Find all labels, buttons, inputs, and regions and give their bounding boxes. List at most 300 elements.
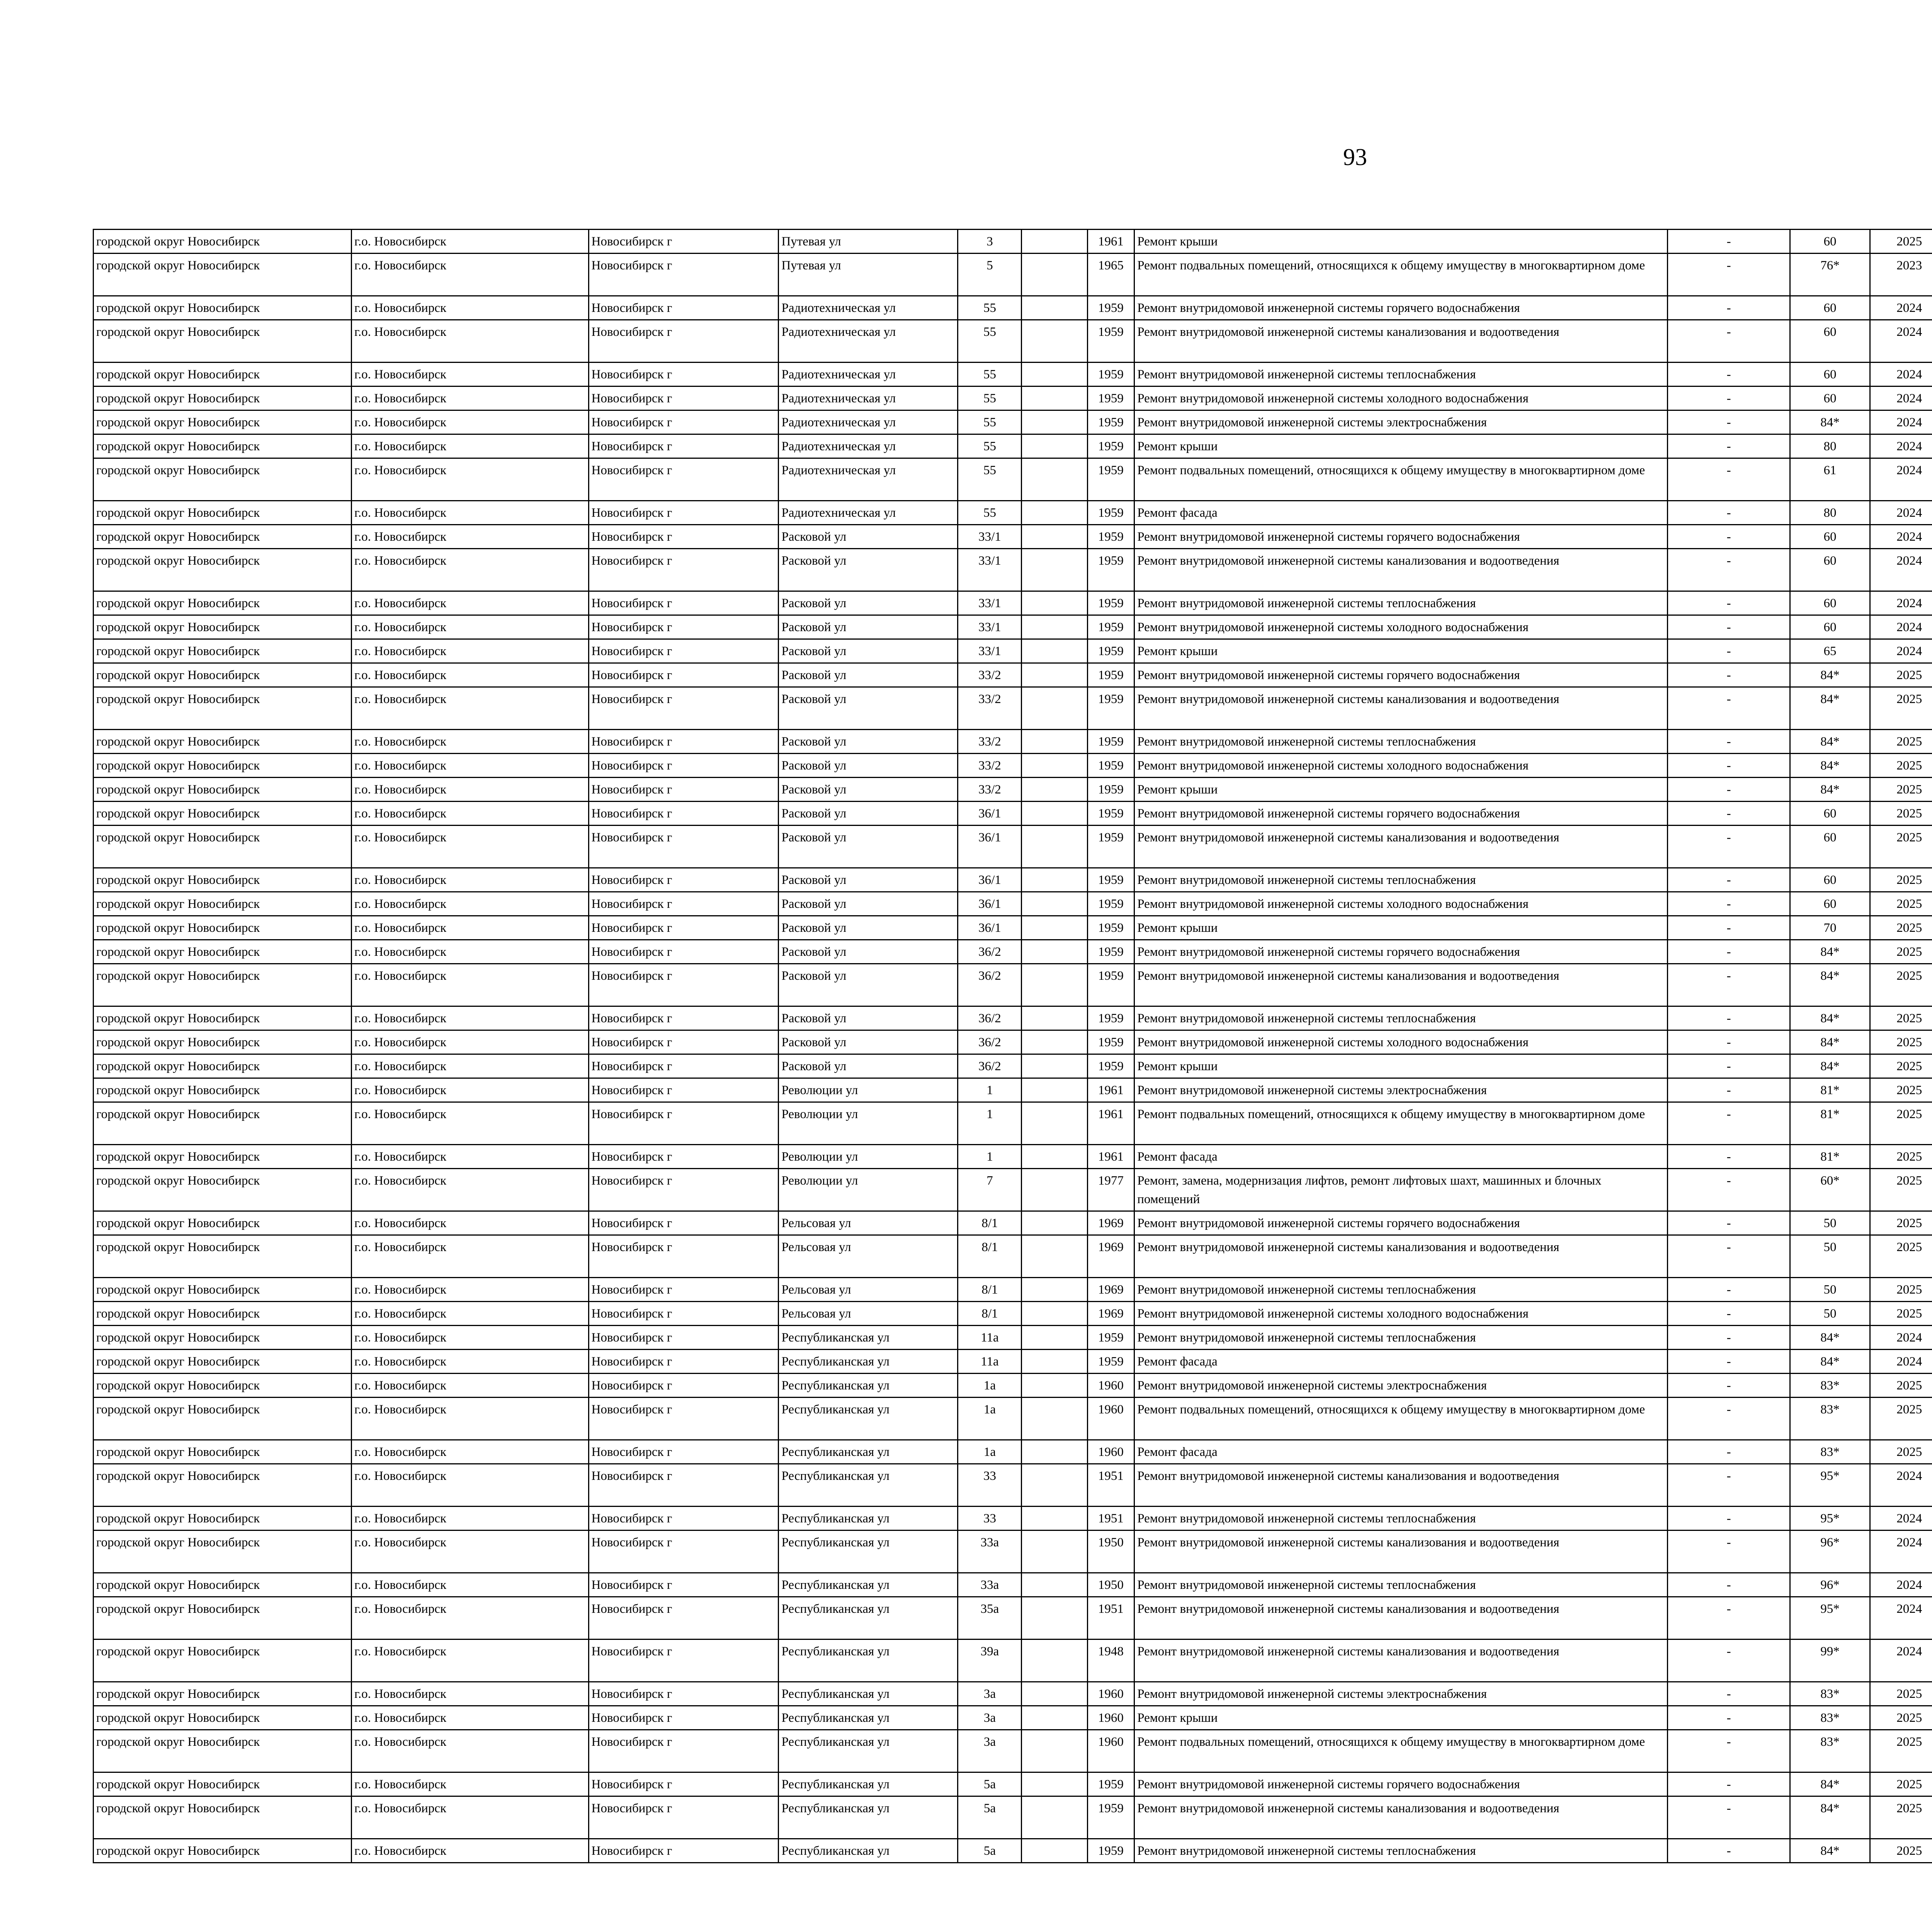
street-cell: Расковой ул (779, 1054, 958, 1078)
house-number-cell: 33/2 (958, 687, 1022, 730)
house-number-cell: 5а (958, 1839, 1022, 1863)
wear-percent-cell: 84* (1790, 964, 1870, 1006)
street-cell: Расковой ул (779, 778, 958, 802)
work-type-cell: Ремонт внутридомовой инженерной системы холодного водоснабжения (1134, 386, 1668, 410)
year-built-cell: 1959 (1087, 940, 1134, 964)
locality-cell: Новосибирск г (588, 1211, 779, 1235)
blank-col-cell: - (1667, 1326, 1790, 1350)
settlement-cell: г.о. Новосибирск (352, 1398, 589, 1440)
blank-col-cell: - (1667, 730, 1790, 754)
year-start-cell: 2024 (1870, 410, 1932, 434)
building-cell (1022, 730, 1087, 754)
table-body (94, 230, 1932, 1863)
wear-percent-cell: 83* (1790, 1440, 1870, 1464)
year-built-cell: 1960 (1087, 1374, 1134, 1398)
building-cell (1022, 964, 1087, 1006)
settlement-cell: г.о. Новосибирск (352, 754, 589, 778)
work-type-cell: Ремонт внутридомовой инженерной системы теплоснабжения (1134, 1507, 1668, 1531)
wear-percent-cell: 60 (1790, 320, 1870, 363)
blank-col-cell: - (1667, 1350, 1790, 1374)
blank-col-cell: - (1667, 254, 1790, 296)
building-cell (1022, 458, 1087, 501)
locality-cell: Новосибирск г (588, 1796, 779, 1839)
work-type-cell: Ремонт внутридомовой инженерной системы канализования и водоотведения (1134, 320, 1668, 363)
blank-col-cell: - (1667, 1374, 1790, 1398)
blank-col-cell: - (1667, 1682, 1790, 1706)
house-number-cell: 36/2 (958, 964, 1022, 1006)
table-row (94, 549, 1932, 591)
settlement-cell: г.о. Новосибирск (352, 1078, 589, 1102)
year-built-cell: 1961 (1087, 1145, 1134, 1169)
work-type-cell: Ремонт внутридомовой инженерной системы теплоснабжения (1134, 363, 1668, 386)
work-type-cell: Ремонт внутридомовой инженерной системы теплоснабжения (1134, 1326, 1668, 1350)
table-row (94, 1706, 1932, 1730)
year-start-cell: 2024 (1870, 525, 1932, 549)
wear-percent-cell: 83* (1790, 1398, 1870, 1440)
wear-percent-cell: 84* (1790, 730, 1870, 754)
house-number-cell: 33/2 (958, 778, 1022, 802)
locality-cell: Новосибирск г (588, 1030, 779, 1054)
house-number-cell: 5а (958, 1796, 1022, 1839)
work-type-cell: Ремонт подвальных помещений, относящихся к общему имуществу в многоквартирном доме (1134, 1730, 1668, 1772)
house-number-cell: 35а (958, 1597, 1022, 1639)
locality-cell: Новосибирск г (588, 1464, 779, 1507)
wear-percent-cell: 60 (1790, 892, 1870, 916)
settlement-cell: г.о. Новосибирск (352, 1006, 589, 1030)
municipality-cell: городской округ Новосибирск (94, 320, 352, 363)
blank-col-cell: - (1667, 1839, 1790, 1863)
street-cell: Расковой ул (779, 868, 958, 892)
work-type-cell: Ремонт внутридомовой инженерной системы теплоснабжения (1134, 1006, 1668, 1030)
house-number-cell: 55 (958, 458, 1022, 501)
house-number-cell: 33/1 (958, 615, 1022, 639)
municipality-cell: городской округ Новосибирск (94, 754, 352, 778)
locality-cell: Новосибирск г (588, 778, 779, 802)
street-cell: Республиканская ул (779, 1326, 958, 1350)
year-built-cell: 1950 (1087, 1531, 1134, 1573)
wear-percent-cell: 50 (1790, 1211, 1870, 1235)
year-start-cell: 2025 (1870, 826, 1932, 868)
year-start-cell: 2025 (1870, 1278, 1932, 1302)
settlement-cell: г.о. Новосибирск (352, 458, 589, 501)
wear-percent-cell: 60 (1790, 296, 1870, 320)
year-built-cell: 1959 (1087, 1350, 1134, 1374)
municipality-cell: городской округ Новосибирск (94, 1302, 352, 1326)
locality-cell: Новосибирск г (588, 591, 779, 615)
settlement-cell: г.о. Новосибирск (352, 826, 589, 868)
wear-percent-cell: 60 (1790, 386, 1870, 410)
table-row (94, 639, 1932, 663)
table-row (94, 363, 1932, 386)
settlement-cell: г.о. Новосибирск (352, 1278, 589, 1302)
year-start-cell: 2025 (1870, 1006, 1932, 1030)
year-start-cell: 2024 (1870, 549, 1932, 591)
year-built-cell: 1951 (1087, 1507, 1134, 1531)
building-cell (1022, 1078, 1087, 1102)
blank-col-cell: - (1667, 1054, 1790, 1078)
municipality-cell: городской округ Новосибирск (94, 639, 352, 663)
municipality-cell: городской округ Новосибирск (94, 386, 352, 410)
table-row (94, 1054, 1932, 1078)
building-cell (1022, 1169, 1087, 1211)
blank-col-cell: - (1667, 1398, 1790, 1440)
locality-cell: Новосибирск г (588, 916, 779, 940)
street-cell: Радиотехническая ул (779, 434, 958, 458)
year-built-cell: 1950 (1087, 1573, 1134, 1597)
blank-col-cell: - (1667, 778, 1790, 802)
settlement-cell: г.о. Новосибирск (352, 1211, 589, 1235)
house-number-cell: 39а (958, 1639, 1022, 1682)
settlement-cell: г.о. Новосибирск (352, 296, 589, 320)
wear-percent-cell: 84* (1790, 1796, 1870, 1839)
locality-cell: Новосибирск г (588, 1078, 779, 1102)
settlement-cell: г.о. Новосибирск (352, 1145, 589, 1169)
settlement-cell: г.о. Новосибирск (352, 410, 589, 434)
year-start-cell: 2024 (1870, 591, 1932, 615)
building-cell (1022, 1374, 1087, 1398)
table-row (94, 254, 1932, 296)
table-row (94, 868, 1932, 892)
building-cell (1022, 386, 1087, 410)
municipality-cell: городской округ Новосибирск (94, 826, 352, 868)
year-built-cell: 1969 (1087, 1211, 1134, 1235)
blank-col-cell: - (1667, 1235, 1790, 1278)
wear-percent-cell: 70 (1790, 916, 1870, 940)
building-cell (1022, 296, 1087, 320)
building-cell (1022, 1796, 1087, 1839)
municipality-cell: городской округ Новосибирск (94, 778, 352, 802)
street-cell: Расковой ул (779, 687, 958, 730)
table-row (94, 1639, 1932, 1682)
settlement-cell: г.о. Новосибирск (352, 1730, 589, 1772)
work-type-cell: Ремонт внутридомовой инженерной системы теплоснабжения (1134, 1839, 1668, 1863)
settlement-cell: г.о. Новосибирск (352, 916, 589, 940)
work-type-cell: Ремонт внутридомовой инженерной системы холодного водоснабжения (1134, 1302, 1668, 1326)
year-built-cell: 1959 (1087, 1839, 1134, 1863)
table-row (94, 1398, 1932, 1440)
municipality-cell: городской округ Новосибирск (94, 1796, 352, 1839)
year-start-cell: 2025 (1870, 1440, 1932, 1464)
table-row (94, 1326, 1932, 1350)
wear-percent-cell: 95* (1790, 1464, 1870, 1507)
blank-col-cell: - (1667, 1278, 1790, 1302)
year-start-cell: 2025 (1870, 1078, 1932, 1102)
building-cell (1022, 591, 1087, 615)
locality-cell: Новосибирск г (588, 892, 779, 916)
locality-cell: Новосибирск г (588, 410, 779, 434)
wear-percent-cell: 84* (1790, 940, 1870, 964)
municipality-cell: городской округ Новосибирск (94, 1326, 352, 1350)
wear-percent-cell: 81* (1790, 1145, 1870, 1169)
work-type-cell: Ремонт подвальных помещений, относящихся к общему имуществу в многоквартирном доме (1134, 254, 1668, 296)
house-number-cell: 33/1 (958, 591, 1022, 615)
settlement-cell: г.о. Новосибирск (352, 1772, 589, 1796)
building-cell (1022, 1639, 1087, 1682)
table-row (94, 754, 1932, 778)
settlement-cell: г.о. Новосибирск (352, 639, 589, 663)
year-start-cell: 2025 (1870, 663, 1932, 687)
house-number-cell: 3а (958, 1682, 1022, 1706)
year-built-cell: 1959 (1087, 434, 1134, 458)
house-number-cell: 36/2 (958, 1054, 1022, 1078)
year-start-cell: 2024 (1870, 1350, 1932, 1374)
table-row (94, 892, 1932, 916)
municipality-cell: городской округ Новосибирск (94, 1030, 352, 1054)
building-cell (1022, 1030, 1087, 1054)
wear-percent-cell: 50 (1790, 1235, 1870, 1278)
year-start-cell: 2024 (1870, 363, 1932, 386)
municipality-cell: городской округ Новосибирск (94, 1464, 352, 1507)
street-cell: Расковой ул (779, 730, 958, 754)
year-built-cell: 1959 (1087, 639, 1134, 663)
year-built-cell: 1959 (1087, 1796, 1134, 1839)
year-built-cell: 1959 (1087, 296, 1134, 320)
year-start-cell: 2024 (1870, 1639, 1932, 1682)
blank-col-cell: - (1667, 1639, 1790, 1682)
wear-percent-cell: 84* (1790, 778, 1870, 802)
year-start-cell: 2025 (1870, 230, 1932, 254)
year-start-cell: 2024 (1870, 501, 1932, 525)
street-cell: Расковой ул (779, 826, 958, 868)
year-built-cell: 1960 (1087, 1682, 1134, 1706)
municipality-cell: городской округ Новосибирск (94, 296, 352, 320)
year-built-cell: 1959 (1087, 591, 1134, 615)
building-cell (1022, 1531, 1087, 1573)
municipality-cell: городской округ Новосибирск (94, 1211, 352, 1235)
table-row (94, 458, 1932, 501)
street-cell: Республиканская ул (779, 1464, 958, 1507)
building-cell (1022, 1597, 1087, 1639)
wear-percent-cell: 84* (1790, 1054, 1870, 1078)
year-start-cell: 2025 (1870, 1054, 1932, 1078)
table-row (94, 591, 1932, 615)
year-built-cell: 1961 (1087, 230, 1134, 254)
building-cell (1022, 1398, 1087, 1440)
locality-cell: Новосибирск г (588, 1507, 779, 1531)
building-cell (1022, 1573, 1087, 1597)
street-cell: Радиотехническая ул (779, 296, 958, 320)
building-cell (1022, 916, 1087, 940)
work-type-cell: Ремонт внутридомовой инженерной системы холодного водоснабжения (1134, 892, 1668, 916)
year-built-cell: 1959 (1087, 754, 1134, 778)
municipality-cell: городской округ Новосибирск (94, 1278, 352, 1302)
municipality-cell: городской округ Новосибирск (94, 964, 352, 1006)
work-type-cell: Ремонт внутридомовой инженерной системы горячего водоснабжения (1134, 802, 1668, 826)
blank-col-cell: - (1667, 1169, 1790, 1211)
municipality-cell: городской округ Новосибирск (94, 1102, 352, 1145)
table-row (94, 320, 1932, 363)
building-cell (1022, 1507, 1087, 1531)
house-number-cell: 33/1 (958, 549, 1022, 591)
street-cell: Республиканская ул (779, 1706, 958, 1730)
settlement-cell: г.о. Новосибирск (352, 1597, 589, 1639)
house-number-cell: 36/2 (958, 1030, 1022, 1054)
locality-cell: Новосибирск г (588, 687, 779, 730)
house-number-cell: 8/1 (958, 1211, 1022, 1235)
blank-col-cell: - (1667, 1440, 1790, 1464)
work-type-cell: Ремонт внутридомовой инженерной системы горячего водоснабжения (1134, 1211, 1668, 1235)
blank-col-cell: - (1667, 826, 1790, 868)
locality-cell: Новосибирск г (588, 1398, 779, 1440)
year-start-cell: 2024 (1870, 458, 1932, 501)
wear-percent-cell: 60 (1790, 802, 1870, 826)
work-type-cell: Ремонт внутридомовой инженерной системы электроснабжения (1134, 1682, 1668, 1706)
municipality-cell: городской округ Новосибирск (94, 254, 352, 296)
work-type-cell: Ремонт внутридомовой инженерной системы горячего водоснабжения (1134, 296, 1668, 320)
repair-register-table (93, 229, 1932, 1863)
municipality-cell: городской округ Новосибирск (94, 1573, 352, 1597)
municipality-cell: городской округ Новосибирск (94, 940, 352, 964)
municipality-cell: городской округ Новосибирск (94, 1507, 352, 1531)
year-built-cell: 1959 (1087, 1006, 1134, 1030)
year-built-cell: 1959 (1087, 501, 1134, 525)
municipality-cell: городской округ Новосибирск (94, 1597, 352, 1639)
settlement-cell: г.о. Новосибирск (352, 501, 589, 525)
house-number-cell: 5 (958, 254, 1022, 296)
year-built-cell: 1951 (1087, 1464, 1134, 1507)
street-cell: Расковой ул (779, 1006, 958, 1030)
blank-col-cell: - (1667, 1597, 1790, 1639)
building-cell (1022, 1278, 1087, 1302)
street-cell: Революции ул (779, 1145, 958, 1169)
municipality-cell: городской округ Новосибирск (94, 1839, 352, 1863)
locality-cell: Новосибирск г (588, 501, 779, 525)
table-row (94, 663, 1932, 687)
wear-percent-cell: 84* (1790, 1326, 1870, 1350)
settlement-cell: г.о. Новосибирск (352, 1030, 589, 1054)
blank-col-cell: - (1667, 1573, 1790, 1597)
street-cell: Расковой ул (779, 754, 958, 778)
year-built-cell: 1959 (1087, 1772, 1134, 1796)
house-number-cell: 55 (958, 434, 1022, 458)
blank-col-cell: - (1667, 1772, 1790, 1796)
street-cell: Расковой ул (779, 615, 958, 639)
street-cell: Революции ул (779, 1169, 958, 1211)
wear-percent-cell: 61 (1790, 458, 1870, 501)
street-cell: Рельсовая ул (779, 1235, 958, 1278)
wear-percent-cell: 60 (1790, 826, 1870, 868)
table-row (94, 296, 1932, 320)
work-type-cell: Ремонт внутридомовой инженерной системы теплоснабжения (1134, 1573, 1668, 1597)
building-cell (1022, 230, 1087, 254)
table-row (94, 1682, 1932, 1706)
locality-cell: Новосибирск г (588, 525, 779, 549)
work-type-cell: Ремонт внутридомовой инженерной системы горячего водоснабжения (1134, 940, 1668, 964)
blank-col-cell: - (1667, 1006, 1790, 1030)
blank-col-cell: - (1667, 802, 1790, 826)
municipality-cell: городской округ Новосибирск (94, 663, 352, 687)
work-type-cell: Ремонт фасада (1134, 501, 1668, 525)
work-type-cell: Ремонт внутридомовой инженерной системы холодного водоснабжения (1134, 615, 1668, 639)
house-number-cell: 33/2 (958, 730, 1022, 754)
settlement-cell: г.о. Новосибирск (352, 1464, 589, 1507)
street-cell: Радиотехническая ул (779, 320, 958, 363)
settlement-cell: г.о. Новосибирск (352, 1573, 589, 1597)
house-number-cell: 3а (958, 1706, 1022, 1730)
street-cell: Республиканская ул (779, 1682, 958, 1706)
blank-col-cell: - (1667, 1302, 1790, 1326)
settlement-cell: г.о. Новосибирск (352, 1350, 589, 1374)
year-built-cell: 1959 (1087, 826, 1134, 868)
settlement-cell: г.о. Новосибирск (352, 868, 589, 892)
building-cell (1022, 663, 1087, 687)
building-cell (1022, 639, 1087, 663)
table-row (94, 1006, 1932, 1030)
municipality-cell: городской округ Новосибирск (94, 1054, 352, 1078)
settlement-cell: г.о. Новосибирск (352, 940, 589, 964)
year-built-cell: 1959 (1087, 730, 1134, 754)
blank-col-cell: - (1667, 1030, 1790, 1054)
wear-percent-cell: 60 (1790, 868, 1870, 892)
blank-col-cell: - (1667, 940, 1790, 964)
table-row (94, 1440, 1932, 1464)
blank-col-cell: - (1667, 549, 1790, 591)
blank-col-cell: - (1667, 363, 1790, 386)
year-built-cell: 1969 (1087, 1302, 1134, 1326)
municipality-cell: городской округ Новосибирск (94, 1531, 352, 1573)
wear-percent-cell: 60 (1790, 591, 1870, 615)
house-number-cell: 36/1 (958, 802, 1022, 826)
settlement-cell: г.о. Новосибирск (352, 434, 589, 458)
locality-cell: Новосибирск г (588, 1682, 779, 1706)
street-cell: Радиотехническая ул (779, 458, 958, 501)
house-number-cell: 33/1 (958, 525, 1022, 549)
wear-percent-cell: 95* (1790, 1597, 1870, 1639)
year-start-cell: 2024 (1870, 1464, 1932, 1507)
year-start-cell: 2024 (1870, 1531, 1932, 1573)
locality-cell: Новосибирск г (588, 1278, 779, 1302)
street-cell: Рельсовая ул (779, 1211, 958, 1235)
wear-percent-cell: 50 (1790, 1302, 1870, 1326)
municipality-cell: городской округ Новосибирск (94, 434, 352, 458)
blank-col-cell: - (1667, 320, 1790, 363)
work-type-cell: Ремонт внутридомовой инженерной системы электроснабжения (1134, 1078, 1668, 1102)
building-cell (1022, 525, 1087, 549)
locality-cell: Новосибирск г (588, 964, 779, 1006)
house-number-cell: 1 (958, 1102, 1022, 1145)
blank-col-cell: - (1667, 1145, 1790, 1169)
year-start-cell: 2025 (1870, 1302, 1932, 1326)
municipality-cell: городской округ Новосибирск (94, 591, 352, 615)
table-row (94, 940, 1932, 964)
settlement-cell: г.о. Новосибирск (352, 363, 589, 386)
street-cell: Республиканская ул (779, 1730, 958, 1772)
street-cell: Радиотехническая ул (779, 410, 958, 434)
blank-col-cell: - (1667, 591, 1790, 615)
work-type-cell: Ремонт внутридомовой инженерной системы горячего водоснабжения (1134, 525, 1668, 549)
house-number-cell: 5а (958, 1772, 1022, 1796)
building-cell (1022, 320, 1087, 363)
house-number-cell: 11а (958, 1326, 1022, 1350)
year-start-cell: 2025 (1870, 1102, 1932, 1145)
municipality-cell: городской округ Новосибирск (94, 1398, 352, 1440)
blank-col-cell: - (1667, 458, 1790, 501)
table-row (94, 1169, 1932, 1211)
house-number-cell: 1 (958, 1078, 1022, 1102)
building-cell (1022, 940, 1087, 964)
work-type-cell: Ремонт внутридомовой инженерной системы канализования и водоотведения (1134, 1464, 1668, 1507)
year-built-cell: 1959 (1087, 687, 1134, 730)
house-number-cell: 36/1 (958, 826, 1022, 868)
year-start-cell: 2025 (1870, 1235, 1932, 1278)
wear-percent-cell: 65 (1790, 639, 1870, 663)
municipality-cell: городской округ Новосибирск (94, 1078, 352, 1102)
blank-col-cell: - (1667, 230, 1790, 254)
building-cell (1022, 615, 1087, 639)
blank-col-cell: - (1667, 1507, 1790, 1531)
page-number: 93 (1343, 144, 1367, 170)
blank-col-cell: - (1667, 639, 1790, 663)
